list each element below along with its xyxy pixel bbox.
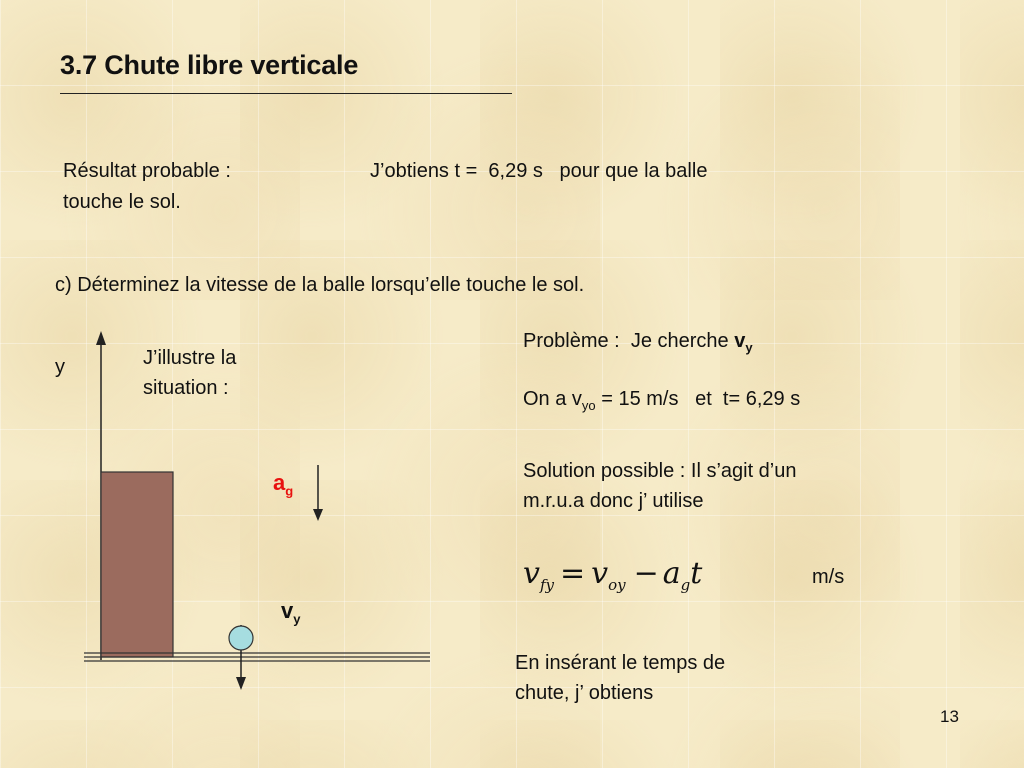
eq-equals: = — [559, 556, 586, 591]
result-label: Résultat probable : — [63, 160, 231, 182]
question-text: c) Déterminez la vitesse de la balle lorsqu’elle touche le sol. — [55, 274, 585, 296]
equation-unit: m/s — [812, 566, 845, 588]
solution-line2: m.r.u.a donc j’ utilise — [523, 490, 704, 512]
acceleration-label — [273, 470, 293, 498]
eq-voy-subscript: oy — [608, 576, 626, 594]
given-subscript: yo — [581, 398, 596, 413]
page-number: 13 — [940, 707, 959, 726]
eq-minus: − — [633, 556, 659, 591]
eq-t: t — [690, 556, 703, 591]
eq-vfy: v — [523, 556, 540, 591]
acceleration-arrow — [313, 465, 323, 521]
given-suffix: = 15 m/s et t= 6,29 s — [595, 388, 801, 410]
free-fall-diagram — [40, 325, 460, 700]
problem-variable-subscript: y — [745, 340, 753, 355]
acceleration-symbol: a — [273, 470, 286, 495]
eq-ag: a — [662, 556, 681, 591]
solution-line1: Solution possible : Il s’agit d’un — [523, 460, 797, 482]
result-text: J’obtiens t = 6,29 s pour que la balle — [370, 160, 708, 182]
diagram-caption-line1: J’illustre la — [143, 347, 237, 369]
ball — [229, 626, 253, 650]
eq-ag-subscript: g — [680, 576, 691, 594]
problem-variable: v — [734, 330, 746, 352]
y-axis-label: y — [55, 356, 65, 378]
title-underline — [60, 93, 512, 94]
velocity-symbol: v — [281, 598, 294, 623]
kinematics-equation — [523, 556, 702, 594]
given-prefix: On a v — [523, 388, 582, 410]
slide-title: 3.7 Chute libre verticale — [60, 50, 359, 80]
building — [101, 472, 173, 657]
problem-prefix: Problème : Je cherche — [523, 330, 735, 352]
velocity-label — [281, 598, 300, 626]
problem-statement — [523, 326, 753, 363]
acceleration-subscript: g — [285, 483, 294, 499]
conclusion-line2: chute, j’ obtiens — [515, 682, 654, 704]
result-continuation: touche le sol. — [63, 191, 181, 213]
diagram-caption-line2: situation : — [143, 377, 229, 399]
given-values — [523, 384, 800, 421]
conclusion-line1: En insérant le temps de — [515, 652, 726, 674]
eq-voy: v — [591, 556, 609, 591]
eq-vfy-subscript: fy — [539, 576, 554, 594]
velocity-subscript: y — [293, 611, 301, 627]
